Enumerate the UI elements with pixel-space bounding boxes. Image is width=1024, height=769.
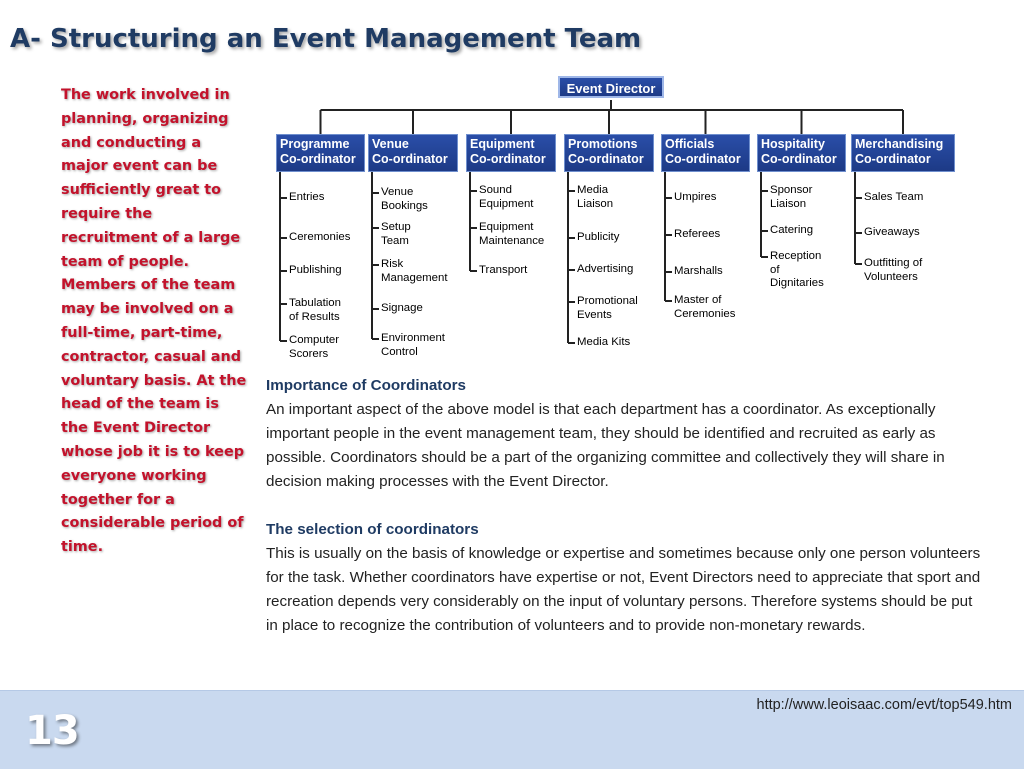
org-item-merchandising: [864, 257, 922, 284]
org-item-line: Advertising: [577, 263, 634, 275]
org-item-promotions: [577, 184, 613, 211]
org-item-line: Equipment: [479, 197, 534, 210]
org-item-line: Ceremonies: [674, 307, 736, 320]
org-item-line: Umpires: [674, 191, 717, 203]
org-item-programme: [289, 264, 342, 278]
org-item-line: Giveaways: [864, 226, 920, 238]
org-item-line: Scorers: [289, 347, 329, 360]
org-item-venue: [381, 302, 423, 316]
coordinator-title: Venue: [372, 137, 409, 151]
org-item-venue: [381, 221, 411, 248]
org-item-line: Media Kits: [577, 336, 631, 348]
org-item-promotions: [577, 263, 633, 277]
org-item-line: Tabulation: [289, 297, 341, 309]
org-item-line: of: [770, 263, 780, 276]
org-item-equipment: [479, 184, 533, 211]
org-item-line: Sponsor: [770, 184, 813, 196]
org-item-line: Venue: [381, 186, 414, 198]
org-item-line: Reception: [770, 250, 822, 262]
org-item-line: Marshalls: [674, 265, 723, 277]
org-item-line: Referees: [674, 228, 721, 240]
importance-heading: Importance of Coordinators: [266, 377, 466, 394]
side-description: The work involved in planning, organizing and conducting a major event can be sufficiently great to require the recruitment of a large team of people. Members of the team may be involved on a full-time, part-time, contractor, casual and voluntary basis. At the head of the team is the Event Director whose job it is to keep everyone working together for a considerable period of time.: [61, 87, 247, 556]
org-item-line: Risk: [381, 258, 404, 270]
org-item-hospitality: [770, 224, 813, 238]
event-director-box: Event Director: [558, 76, 664, 98]
org-item-line: Promotional: [577, 295, 638, 307]
org-item-line: Maintenance: [479, 234, 545, 247]
body-text: [266, 374, 986, 638]
coordinator-role: Co-ordinator: [372, 152, 448, 166]
org-item-line: Outfitting of: [864, 257, 923, 269]
org-item-line: of Results: [289, 310, 340, 323]
coordinator-box-equipment: [466, 134, 556, 172]
org-item-officials: [674, 228, 720, 242]
org-item-promotions: [577, 231, 619, 245]
org-item-line: Sound: [479, 184, 512, 196]
selection-heading: The selection of coordinators: [266, 521, 479, 538]
org-item-line: Equipment: [479, 221, 534, 233]
selection-body: This is usually on the basis of knowledge or expertise and sometimes because only one person volunteers for the task. Whether coordinators have expertise or not, Event Directors need to appreciate that sport and recreation depends very considerably on the input of voluntary persons. Therefore systems should be put in place to recognize the contribution of volunteers and to provide non-monetary rewards.: [266, 545, 981, 634]
coordinator-title: Officials: [665, 137, 715, 151]
org-item-promotions: [577, 295, 638, 322]
org-item-programme: [289, 334, 339, 361]
org-item-line: Control: [381, 345, 418, 358]
org-item-line: Team: [381, 234, 409, 247]
coordinator-title: Hospitality: [761, 137, 825, 151]
org-item-line: Media: [577, 184, 609, 196]
org-item-line: Setup: [381, 221, 411, 233]
coordinator-box-venue: [368, 134, 458, 172]
org-item-line: Dignitaries: [770, 277, 824, 289]
org-item-line: Bookings: [381, 199, 428, 212]
org-item-officials: [674, 294, 735, 321]
org-item-venue: [381, 332, 445, 359]
org-item-line: Events: [577, 308, 612, 321]
coordinator-box-hospitality: [757, 134, 846, 172]
org-item-venue: [381, 186, 428, 213]
org-item-line: Computer: [289, 334, 340, 346]
org-item-line: Liaison: [770, 197, 807, 210]
coordinator-box-officials: [661, 134, 750, 172]
org-item-merchandising: [864, 226, 920, 240]
org-item-hospitality: [770, 184, 812, 211]
org-item-line: Ceremonies: [289, 231, 351, 243]
coordinator-role: Co-ordinator: [855, 152, 931, 166]
importance-body: An important aspect of the above model is that each department has a coordinator. As exceptionally important people in the event management team, they should be identified and recruited as early as possible. Coordinators should be a part of the organizing committee and collectively they will share in decision making processes with the Event Director.: [266, 401, 945, 490]
coordinator-box-promotions: [564, 134, 654, 172]
coordinator-box-merchandising: [851, 134, 955, 172]
coordinator-role: Co-ordinator: [280, 152, 356, 166]
org-item-line: Master of: [674, 294, 722, 306]
org-item-equipment: [479, 264, 527, 278]
org-item-promotions: [577, 336, 630, 350]
org-item-equipment: [479, 221, 544, 248]
coordinator-title: Programme: [280, 137, 350, 151]
org-item-line: Sales Team: [864, 191, 924, 203]
org-item-line: Publishing: [289, 264, 342, 276]
coordinator-role: Co-ordinator: [470, 152, 546, 166]
coordinator-role: Co-ordinator: [761, 152, 837, 166]
org-item-line: Publicity: [577, 231, 620, 243]
coordinator-title: Equipment: [470, 137, 535, 151]
source-url[interactable]: http://www.leoisaac.com/evt/top549.htm: [756, 697, 1012, 713]
slide-title: A- Structuring an Event Management Team: [10, 24, 642, 54]
org-item-line: Liaison: [577, 197, 614, 210]
org-item-line: Environment: [381, 332, 445, 344]
org-item-line: Entries: [289, 191, 325, 203]
coordinator-role: Co-ordinator: [665, 152, 741, 166]
coordinator-title: Merchandising: [855, 137, 944, 151]
org-item-line: Management: [381, 271, 448, 284]
org-chart: [270, 74, 960, 364]
coordinator-box-programme: [276, 134, 365, 172]
org-item-merchandising: [864, 191, 923, 205]
coordinator-role: Co-ordinator: [568, 152, 644, 166]
org-item-line: Catering: [770, 224, 814, 236]
org-item-line: Volunteers: [864, 270, 918, 283]
org-item-venue: [381, 258, 448, 285]
org-item-programme: [289, 231, 350, 245]
org-item-programme: [289, 297, 341, 324]
org-item-officials: [674, 191, 716, 205]
org-item-programme: [289, 191, 324, 205]
org-item-hospitality: [770, 250, 824, 291]
page-number: 13: [25, 708, 79, 754]
org-item-line: Transport: [479, 264, 528, 276]
org-item-line: Signage: [381, 302, 423, 314]
org-item-officials: [674, 265, 723, 279]
coordinator-title: Promotions: [568, 137, 638, 151]
